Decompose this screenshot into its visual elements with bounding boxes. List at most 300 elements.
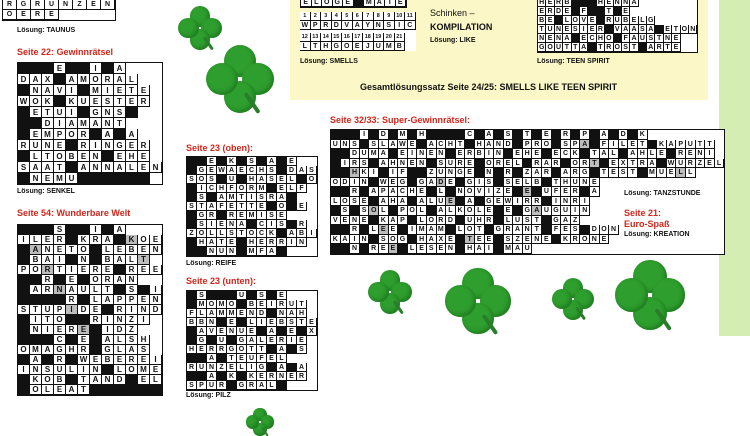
letter-cell: S (297, 345, 307, 354)
letter-cell: T (54, 265, 66, 275)
letter-cell: D (341, 178, 351, 188)
letter-cell: U (331, 140, 341, 150)
letter-cell: A (417, 197, 427, 207)
black-cell (369, 216, 379, 226)
letter-cell: E (546, 34, 554, 43)
black-cell (102, 151, 114, 162)
letter-cell: T (597, 43, 605, 52)
letter-cell: T (78, 385, 90, 395)
black-cell (542, 225, 552, 235)
black-cell (408, 197, 418, 207)
letter-cell: E (513, 178, 523, 188)
grid-row (187, 247, 317, 256)
black-cell (341, 168, 351, 178)
letter-cell: M (504, 244, 514, 254)
black-cell (504, 149, 514, 159)
letter-cell: T (628, 159, 638, 169)
grid-row (18, 85, 162, 96)
black-cell (126, 107, 138, 118)
black-cell (78, 173, 90, 184)
letter-cell: N (126, 275, 138, 285)
black-cell (331, 159, 341, 169)
black-cell (42, 335, 54, 345)
black-cell (267, 202, 277, 211)
letter-cell: A (30, 285, 42, 295)
letter-cell: I (257, 211, 267, 220)
letter-cell: E (54, 325, 66, 335)
black-cell (54, 74, 66, 85)
letter-cell: E (277, 291, 287, 300)
black-cell (580, 225, 590, 235)
letter-cell: I (395, 21, 406, 30)
black-cell (197, 372, 207, 381)
letter-cell: P (18, 265, 30, 275)
black-cell (277, 157, 287, 166)
black-cell (267, 184, 277, 193)
letter-cell: N (90, 365, 102, 375)
letter-cell: N (101, 0, 115, 10)
letter-cell: S (42, 365, 54, 375)
letter-cell: L (408, 244, 418, 254)
letter-cell: B (126, 245, 138, 255)
black-cell (66, 162, 78, 173)
letter-cell: E (17, 10, 31, 20)
letter-cell: K (267, 229, 277, 238)
black-cell (217, 318, 227, 327)
letter-cell: N (360, 178, 370, 188)
letter-cell: S (647, 34, 655, 43)
black-cell (78, 107, 90, 118)
black-cell (227, 336, 237, 345)
letter-cell: S (504, 235, 514, 245)
letter-cell: U (542, 187, 552, 197)
grid-row (18, 107, 162, 118)
letter-cell: A (277, 363, 287, 372)
black-cell (42, 355, 54, 365)
black-cell (18, 375, 30, 385)
letter-cell: N (150, 245, 162, 255)
letter-cell: A (297, 363, 307, 372)
letter-cell: N (555, 25, 563, 34)
letter-cell: W (18, 96, 30, 107)
grid-row (18, 96, 162, 107)
letter-cell: H (597, 34, 605, 43)
letter-cell: E (90, 305, 102, 315)
letter-cell: E (138, 85, 150, 96)
letter-cell: D (619, 130, 629, 140)
black-cell (494, 235, 504, 245)
letter-cell: R (42, 265, 54, 275)
letter-cell: Z (523, 168, 533, 178)
letter-cell: P (398, 206, 408, 216)
letter-cell: M (217, 309, 227, 318)
clover-leaf (552, 289, 572, 309)
letter-cell: H (297, 309, 307, 318)
letter-cell: S (561, 140, 571, 150)
letter-cell: E (227, 202, 237, 211)
letter-cell: R (3, 0, 17, 10)
letter-cell: O (427, 216, 437, 226)
letter-cell: E (504, 187, 514, 197)
letter-cell: M (257, 184, 267, 193)
letter-cell: O (542, 140, 552, 150)
black-cell (18, 151, 30, 162)
black-cell (18, 285, 30, 295)
black-cell (90, 335, 102, 345)
letter-cell: T (247, 345, 257, 354)
letter-cell: O (30, 96, 42, 107)
letter-cell: G (398, 235, 408, 245)
letter-cell: F (580, 7, 588, 16)
black-cell (267, 363, 277, 372)
letter-cell: R (297, 372, 307, 381)
black-cell (331, 206, 341, 216)
letter-cell: N (446, 244, 456, 254)
clover-icon (178, 6, 222, 50)
letter-cell: I (360, 130, 370, 140)
letter-cell: N (350, 216, 360, 226)
letter-cell: G (485, 197, 495, 207)
letter-cell: M (217, 300, 227, 309)
letter-cell: A (561, 216, 571, 226)
letter-cell: G (552, 216, 562, 226)
letter-cell: R (18, 140, 30, 151)
letter-cell: I (102, 315, 114, 325)
letter-cell: R (605, 16, 613, 25)
letter-cell: U (437, 168, 447, 178)
letter-cell: A (42, 255, 54, 265)
letter-cell: R (102, 74, 114, 85)
letter-cell: E (30, 107, 42, 118)
grid-row (331, 244, 724, 254)
black-cell (580, 149, 590, 159)
letter-cell: O (227, 300, 237, 309)
black-cell (350, 206, 360, 216)
letter-cell: I (267, 220, 277, 229)
letter-cell: E (42, 235, 54, 245)
letter-cell: T (605, 7, 613, 16)
number-cell: 10 (395, 12, 406, 21)
black-cell (360, 140, 370, 150)
letter-cell: E (90, 96, 102, 107)
letter-cell: N (207, 247, 217, 256)
letter-cell: P (523, 140, 533, 150)
grid-row (187, 211, 317, 220)
letter-cell: G (456, 168, 466, 178)
grid-row (331, 149, 724, 159)
black-cell (78, 315, 90, 325)
letter-cell: E (54, 385, 66, 395)
letter-cell: T (297, 318, 307, 327)
letter-cell: E (287, 157, 297, 166)
letter-cell: A (207, 354, 217, 363)
letter-cell: A (427, 140, 437, 150)
grid-row (187, 202, 317, 211)
letter-cell: I (90, 63, 102, 74)
letter-cell: A (648, 159, 658, 169)
letter-cell: D (114, 325, 126, 335)
subtitle-euro-spass: Euro-Spaß (624, 219, 670, 229)
letter-cell: D (257, 309, 267, 318)
black-cell (187, 157, 197, 166)
letter-cell: F (398, 168, 408, 178)
black-cell (78, 63, 90, 74)
letter-cell: U (546, 25, 554, 34)
grid-top-left (2, 0, 116, 21)
letter-cell: B (395, 42, 406, 51)
letter-cell: I (207, 220, 217, 229)
letter-cell: P (126, 295, 138, 305)
letter-cell: H (350, 168, 360, 178)
letter-cell: A (389, 187, 399, 197)
letter-cell: E (630, 16, 638, 25)
letter-cell: E (114, 355, 126, 365)
letter-cell: E (90, 355, 102, 365)
black-cell (552, 235, 562, 245)
letter-cell: R (31, 0, 45, 10)
letter-cell: E (465, 168, 475, 178)
letter-cell: S (247, 157, 257, 166)
letter-cell: E (561, 225, 571, 235)
letter-cell: T (638, 140, 648, 150)
letter-cell: A (207, 202, 217, 211)
letter-cell: R (126, 265, 138, 275)
black-cell (207, 291, 217, 300)
letter-cell: I (18, 235, 30, 245)
black-cell (257, 157, 267, 166)
letter-cell: E (277, 184, 287, 193)
letter-cell: C (54, 335, 66, 345)
letter-cell: F (217, 202, 227, 211)
letter-cell: L (417, 216, 427, 226)
black-cell (66, 235, 78, 245)
letter-cell: K (247, 372, 257, 381)
black-cell (513, 140, 523, 150)
letter-cell: W (217, 166, 227, 175)
letter-cell: U (465, 216, 475, 226)
letter-cell: M (437, 225, 447, 235)
letter-cell: R (580, 159, 590, 169)
black-cell (66, 140, 78, 151)
black-cell (572, 34, 580, 43)
black-cell (331, 225, 341, 235)
letter-cell: F (227, 184, 237, 193)
black-cell (561, 159, 571, 169)
letter-cell: I (247, 363, 257, 372)
letter-cell: R (277, 300, 287, 309)
number-cell: 12 (300, 33, 311, 42)
letter-cell: O (138, 235, 150, 245)
black-cell (217, 157, 227, 166)
grid-seite-22 (17, 62, 163, 185)
letter-cell: B (30, 255, 42, 265)
letter-cell: E (54, 245, 66, 255)
letter-cell: G (237, 381, 247, 390)
black-cell (187, 327, 197, 336)
letter-cell: N (590, 235, 600, 245)
letter-cell: I (90, 225, 102, 235)
letter-cell: T (30, 305, 42, 315)
letter-cell: H (638, 149, 648, 159)
black-cell (369, 197, 379, 207)
letter-cell: A (102, 129, 114, 140)
letter-cell: A (267, 157, 277, 166)
black-cell (90, 345, 102, 355)
letter-cell: A (217, 193, 227, 202)
number-cell: 18 (363, 33, 374, 42)
letter-cell: S (197, 193, 207, 202)
letter-cell: S (437, 159, 447, 169)
letter-cell: O (342, 42, 353, 51)
letter-cell: H (247, 238, 257, 247)
black-cell (90, 255, 102, 265)
letter-cell: E (257, 300, 267, 309)
black-cell (580, 187, 590, 197)
black-cell (207, 193, 217, 202)
black-cell (18, 255, 30, 265)
letter-cell: S (18, 305, 30, 315)
black-cell (369, 235, 379, 245)
letter-cell: R (350, 187, 360, 197)
grid-seite-54 (17, 224, 163, 396)
letter-cell: S (523, 216, 533, 226)
black-cell (417, 168, 427, 178)
black-cell (427, 130, 437, 140)
black-cell (217, 175, 227, 184)
letter-cell: S (18, 162, 30, 173)
black-cell (197, 354, 207, 363)
letter-cell: T (237, 202, 247, 211)
letter-cell: C (247, 166, 257, 175)
black-cell (597, 16, 605, 25)
letter-cell: T (237, 229, 247, 238)
letter-cell: T (655, 34, 663, 43)
clover-icon (368, 270, 412, 314)
letter-cell: R (571, 187, 581, 197)
black-cell (331, 187, 341, 197)
grid-row (187, 363, 317, 372)
letter-cell: K (227, 372, 237, 381)
letter-cell: I (102, 85, 114, 96)
grid-row (187, 354, 317, 363)
letter-cell: N (247, 309, 257, 318)
black-cell (614, 7, 622, 16)
letter-cell: N (374, 21, 385, 30)
letter-cell: D (437, 178, 447, 188)
black-cell (446, 225, 456, 235)
letter-cell: R (267, 238, 277, 247)
letter-cell: L (437, 187, 447, 197)
letter-cell: I (287, 238, 297, 247)
letter-cell: U (374, 42, 385, 51)
letter-cell: D (114, 375, 126, 385)
grid-row (18, 162, 162, 173)
letter-cell: U (437, 197, 447, 207)
letter-cell: S (384, 21, 395, 30)
letter-cell: L (126, 162, 138, 173)
letter-cell: A (379, 197, 389, 207)
letter-cell: E (379, 244, 389, 254)
number-cell: 19 (374, 33, 385, 42)
letter-cell: S (360, 159, 370, 169)
letter-cell: S (187, 175, 197, 184)
letter-cell: E (237, 211, 247, 220)
grid-yellow-right (537, 0, 698, 53)
letter-cell: R (532, 140, 542, 150)
letter-cell: E (396, 0, 407, 7)
letter-cell: N (102, 107, 114, 118)
letter-cell: L (197, 309, 207, 318)
letter-cell: I (18, 365, 30, 375)
letter-cell: E (563, 25, 571, 34)
letter-cell: O (572, 17, 578, 24)
letter-cell: S (571, 225, 581, 235)
letter-cell: O (307, 175, 317, 184)
black-cell (217, 354, 227, 363)
letter-cell: N (102, 375, 114, 385)
black-cell (572, 7, 580, 16)
letter-cell: S (350, 140, 360, 150)
letter-cell: A (542, 159, 552, 169)
letter-cell: E (297, 336, 307, 345)
letter-cell: A (30, 74, 42, 85)
letter-cell: A (379, 149, 389, 159)
letter-cell: Z (126, 325, 138, 335)
letter-cell: B (538, 16, 546, 25)
letter-cell: E (138, 375, 150, 385)
grid-row (18, 315, 162, 325)
letter-cell: Z (571, 216, 581, 226)
black-cell (408, 235, 418, 245)
letter-cell: X (437, 235, 447, 245)
letter-cell: M (78, 118, 90, 129)
letter-cell: U (237, 291, 247, 300)
letter-cell: O (606, 35, 612, 42)
letter-cell: R (138, 96, 150, 107)
letter-cell: I (580, 25, 588, 34)
letter-cell: L (90, 295, 102, 305)
black-cell (66, 375, 78, 385)
black-cell (590, 130, 600, 140)
letter-cell: I (485, 244, 495, 254)
letter-cell: R (686, 159, 696, 169)
letter-cell: G (552, 206, 562, 216)
letter-cell: I (571, 206, 581, 216)
black-cell (18, 129, 30, 140)
grid-row (331, 197, 724, 207)
letter-cell: M (247, 247, 257, 256)
black-cell (30, 275, 42, 285)
letter-cell: B (277, 318, 287, 327)
letter-cell: E (437, 244, 447, 254)
letter-cell: I (705, 149, 715, 159)
letter-cell: L (639, 16, 647, 25)
grid-row (18, 255, 162, 265)
letter-cell: R (504, 225, 514, 235)
solution-seite-32-33: Lösung: TANZSTUNDE (624, 190, 701, 197)
letter-cell: H (417, 130, 427, 140)
number-cell: 8 (374, 12, 385, 21)
title-seite-32-33: Seite 32/33: Super-Gewinnrätsel: (330, 115, 471, 125)
letter-cell: A (647, 43, 655, 52)
letter-cell: A (42, 162, 54, 173)
letter-cell: E (552, 149, 562, 159)
letter-cell: R (42, 285, 54, 295)
black-cell (494, 216, 504, 226)
letter-cell: V (614, 25, 622, 34)
letter-cell: R (465, 149, 475, 159)
black-cell (90, 173, 102, 184)
